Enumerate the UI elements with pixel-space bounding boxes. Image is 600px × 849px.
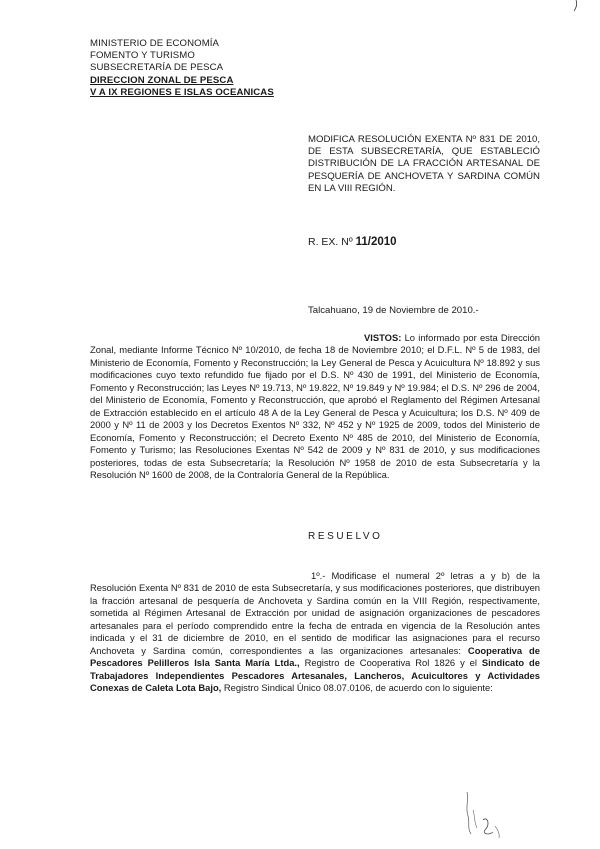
article-1-paragraph <box>90 570 540 695</box>
resuelvo-heading: RESUELVO <box>308 531 383 542</box>
resolution-number <box>308 236 397 248</box>
date-line: Talcahuano, 19 de Noviembre de 2010.- <box>308 305 479 316</box>
letterhead <box>90 38 274 99</box>
page-corner-mark <box>562 0 582 12</box>
ministry-sector: FOMENTO Y TURISMO <box>90 50 195 62</box>
vistos-label: VISTOS: <box>364 332 402 343</box>
regions-label: V A IX REGIONES E ISLAS OCEANICAS <box>90 86 274 98</box>
subsecretariat-name: SUBSECRETARÍA DE PESCA <box>90 62 224 74</box>
vistos-text: Lo informado por esta Dirección Zonal, mediante Informe Técnico Nº 10/2010, de fecha 18 de Noviembre 2010; el D.F.L. Nº 5 de 1983, del Ministerio de Economía, Fomento y Reconstrucción; la Ley General de Pesca y Acuicultura Nº 18.892 y sus modificaciones cuyo texto refundido fue fijado por el D.S. Nº 430 de 1991, del Ministerio de Economía, Fomento y Reconstrucción; las Leyes Nº 19.713, Nº 19.822, Nº 19.849 y Nº 19.984; el D.S. Nº 296 de 2004, del Ministerio de Economía, Fomento y Reconstrucción, que aprobó el Reglamento del Régimen Artesanal de Extracción establecido en el artículo 48 A de la Ley General de Pesca y Acuicultura; los D.S. Nº 409 de 2000 y Nº 11 de 2003 y los Decretos Exentos Nº 332, Nº 452 y Nº 1925 de 2009, todos del Ministerio de Economía, Fomento y Reconstrucción; el Decreto Exento Nº 485 de 2010, del Ministerio de Economía, Fomento y Turismo; las Resoluciones Exentas Nº 542 de 2009 y Nº 831 de 2010, y sus modificaciones posteriores, todas de esta Subsecretaría; la Resolución Nº 1958 de 2010 de esta Subsecretaría y la Resolución Nº 1600 de 2008, de la Contraloría General de la República. <box>90 332 540 480</box>
organization-cooperative: Cooperativa de Pescadores Pelilleros Isla Santa María Ltda., <box>90 644 540 669</box>
handwritten-initials <box>455 780 515 840</box>
article-1-registry: Registro de Cooperativa Rol 1826 y el <box>304 657 477 669</box>
article-1-text: 1º.- Modificase el numeral 2º letras a y b) de la Resolución Exenta Nº 831 de 2010 de esta Subsecretaría, y sus modificaciones posteriores, que distribuyen la fracción artesanal de pesquería de Anchoveta y Sardina común en la VIII Región, respectivamente, sometida al Régimen Artesanal de Extracción por unidad de asignación organizaciones de pescadores artesanales para el período comprendido entre la fecha de entrada en vigencia de la Resolución antes indicada y el 31 de diciembre de 2010, en el sentido de modificar las asignaciones para el recurso Anchoveta y Sardina común, correspondientes a las organizaciones artesanales: <box>90 570 540 656</box>
resolution-prefix: R. EX. Nº <box>308 236 353 248</box>
article-1-closing: Registro Sindical Único 08.07.0106, de acuerdo con lo siguiente: <box>223 682 493 694</box>
vistos-paragraph <box>90 332 540 481</box>
zonal-direction: DIRECCION ZONAL DE PESCA <box>90 74 234 86</box>
resolution-id: 11/2010 <box>355 236 397 248</box>
resolution-subject: MODIFICA RESOLUCIÓN EXENTA Nº 831 DE 2010, DE ESTA SUBSECRETARÍA, QUE ESTABLECIÓ DISTRIBUCIÓN DE LA FRACCIÓN ARTESANAL DE PESQUERÍA DE ANCHOVETA Y SARDINA COMÚN EN LA VIII REGIÓN. <box>308 134 540 194</box>
ministry-name: MINISTERIO DE ECONOMÍA <box>90 38 220 49</box>
organization-union: Sindicato de Trabajadores Independientes Pescadores Artesanales, Lancheros, Acuicultores y Actividades Conexas de Caleta Lota Bajo, <box>90 657 540 694</box>
